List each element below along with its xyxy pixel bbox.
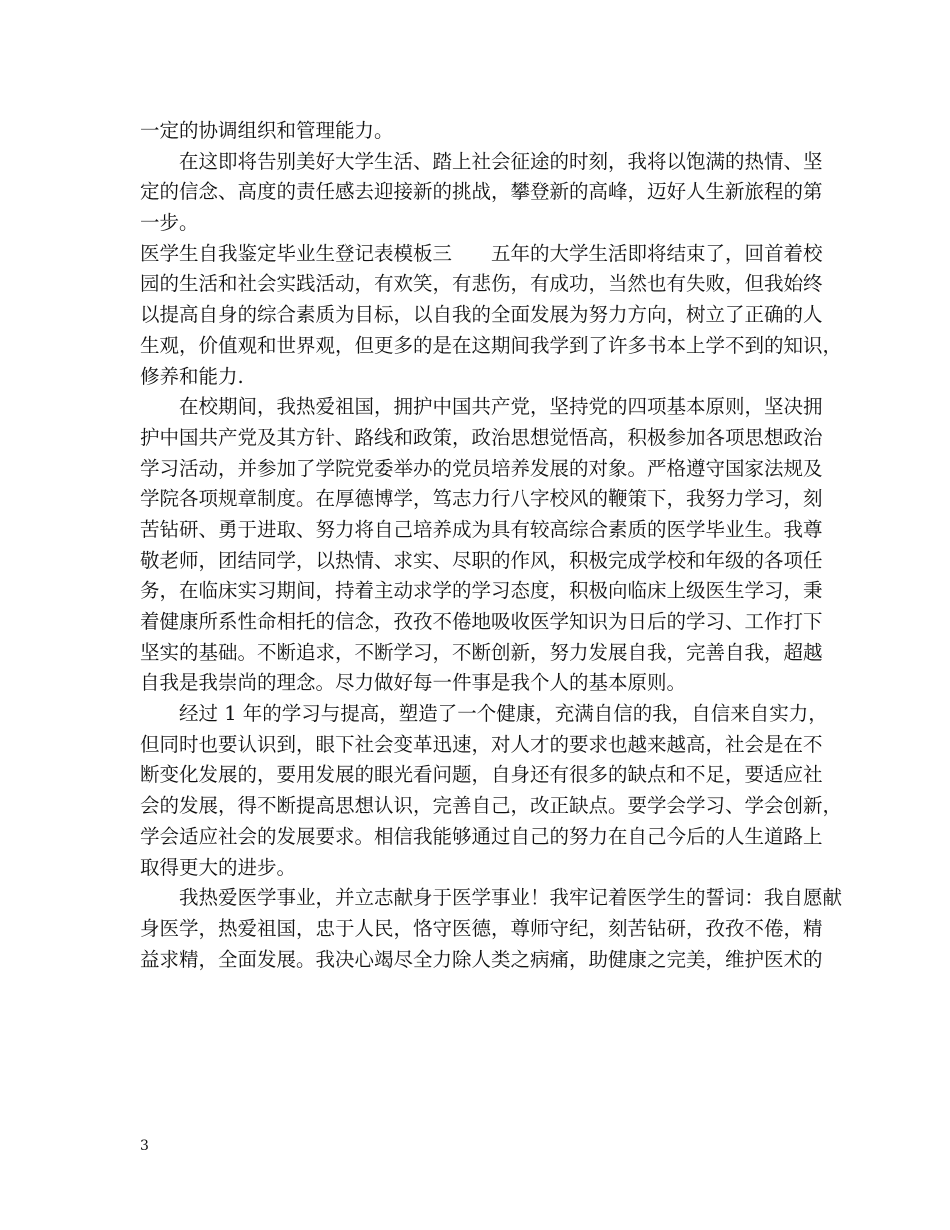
text-line: 以提高自身的综合素质为目标，以自我的全面发展为努力方向，树立了正确的人	[140, 303, 823, 327]
text-line: 断变化发展的，要用发展的眼光看问题，自身还有很多的缺点和不足，要适应社	[140, 763, 823, 787]
text-line: 生观，价值观和世界观，但更多的是在这期间我学到了许多书本上学不到的知识，	[140, 333, 843, 357]
text-line: 一定的协调组织和管理能力。	[140, 119, 394, 142]
section-heading-line: 医学生自我鉴定毕业生登记表模板三 五年的大学生活即将结束了，回首着校	[140, 241, 823, 265]
text-line: 园的生活和社会实践活动，有欢笑，有悲伤，有成功，当然也有失败，但我始终	[140, 272, 823, 296]
text-line: 会的发展，得不断提高思想认识，完善自己，改正缺点。要学会学习、学会创新，	[140, 794, 843, 818]
text-line: 学会适应社会的发展要求。相信我能够通过自己的努力在自己今后的人生道路上	[140, 824, 823, 848]
text-line: 在这即将告别美好大学生活、踏上社会征途的时刻，我将以饱满的热情、坚	[179, 149, 823, 173]
text-line: 学院各项规章制度。在厚德博学，笃志力行八字校风的鞭策下，我努力学习，刻	[140, 487, 823, 511]
text-line: 坚实的基础。不断追求，不断学习，不断创新，努力发展自我，完善自我，超越	[140, 640, 823, 664]
text-line: 取得更大的进步。	[140, 855, 297, 879]
text-line: 护中国共产党及其方针、路线和政策，政治思想觉悟高，积极参加各项思想政治	[140, 425, 823, 449]
text-line: 敬老师，团结同学，以热情、求实、尽职的作风，积极完成学校和年级的各项任	[140, 548, 823, 572]
text-line: 益求精，全面发展。我决心竭尽全力除人类之病痛，助健康之完美，维护医术的	[140, 947, 823, 971]
text-line: 我热爱医学事业，并立志献身于医学事业！我牢记着医学生的誓词：我自愿献	[179, 886, 843, 910]
text-line: 经过 1 年的学习与提高，塑造了一个健康，充满自信的我，自信来自实力，	[179, 702, 828, 726]
text-line: 身医学，热爱祖国，忠于人民，恪守医德，尊师守纪，刻苦钻研，孜孜不倦，精	[140, 916, 823, 940]
text-line: 一步。	[140, 211, 199, 235]
text-line: 在校期间，我热爱祖国，拥护中国共产党，坚持党的四项基本原则，坚决拥	[179, 395, 823, 419]
text-line: 自我是我崇尚的理念。尽力做好每一件事是我个人的基本原则。	[140, 671, 687, 695]
text-line: 苦钻研、勇于进取、努力将自己培养成为具有较高综合素质的医学毕业生。我尊	[140, 517, 823, 541]
text-line: 着健康所系性命相托的信念，孜孜不倦地吸收医学知识为日后的学习、工作打下	[140, 610, 823, 633]
body-text	[140, 116, 843, 975]
text-line: 学习活动，并参加了学院党委举办的党员培养发展的对象。严格遵守国家法规及	[140, 456, 823, 480]
text-line: 修养和能力.	[140, 364, 244, 388]
text-line: 但同时也要认识到，眼下社会变革迅速，对人才的要求也越来越高，社会是在不	[140, 732, 823, 756]
page-number: 3	[140, 1138, 149, 1154]
text-line: 定的信念、高度的责任感去迎接新的挑战，攀登新的高峰，迈好人生新旅程的第	[140, 180, 823, 204]
text-line: 务，在临床实习期间，持着主动求学的学习态度，积极向临床上级医生学习，秉	[140, 579, 823, 603]
